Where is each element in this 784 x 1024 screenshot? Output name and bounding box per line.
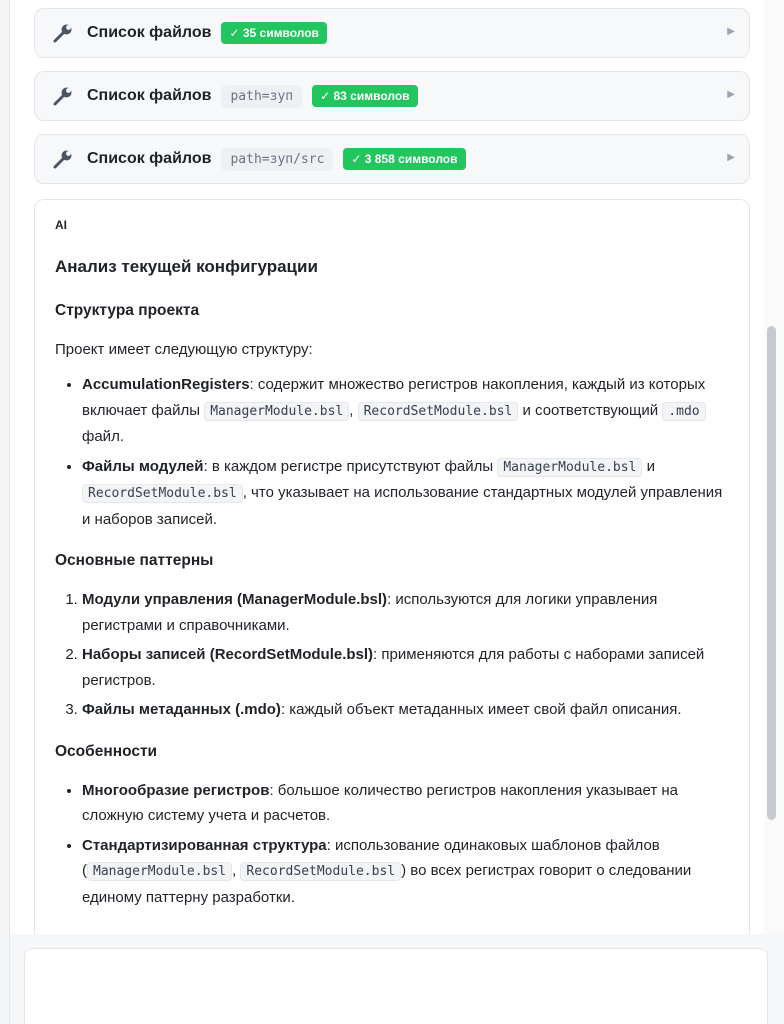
scrollbar-thumb[interactable] — [767, 326, 776, 820]
message-heading: Анализ текущей конфигурации — [55, 257, 318, 276]
tool-call-title: Список файлов — [87, 150, 212, 167]
result-badge: ✓ 35 символов — [221, 22, 326, 44]
patterns-list — [82, 587, 729, 723]
features-list — [82, 778, 729, 911]
section-title-features: Особенности — [55, 742, 158, 760]
expand-caret-icon[interactable]: ▶ — [727, 26, 735, 37]
list-item: • Файлы модулей: в каждом регистре присутствуют файлы ManagerModule.bsl и RecordSetModule.bsl , что указывает на использование стандартных модулей управления и наборов записей. — [82, 454, 729, 533]
list-item: • Многообразие регистров: большое количество регистров накопления указывает на сложную систему учета и расчетов. — [82, 778, 729, 829]
section-title-patterns: Основные паттерны — [55, 552, 214, 569]
tool-call-list-files-1[interactable] — [34, 8, 750, 58]
chat-scroll-area[interactable] — [10, 0, 774, 940]
wrench-icon — [51, 84, 75, 108]
message-role-label: AI — [55, 218, 67, 232]
expand-caret-icon[interactable]: ▶ — [727, 89, 735, 100]
list-item: 1. Модули управления (ManagerModule.bsl): используются для логики управления регистрами и справочниками. — [82, 587, 729, 638]
tool-call-argument: path=зуп — [221, 85, 302, 108]
list-item: 3. Файлы метаданных (.mdo): каждый объект метаданных имеет свой файл описания. — [82, 697, 729, 723]
result-badge: ✓ 83 символов — [312, 85, 417, 107]
inline-code: RecordSetModule.bsl — [358, 402, 519, 421]
inline-code: ManagerModule.bsl — [497, 458, 642, 477]
tool-call-list-files-3[interactable] — [34, 134, 750, 184]
tool-call-title: Список файлов — [87, 87, 212, 104]
list-item: • Стандартизированная структура: использование одинаковых шаблонов файлов ( ManagerModule.bsl , RecordSetModule.bsl ) во всех регистрах говорит о следовании единому паттерну разработки. — [82, 833, 729, 911]
inline-code: ManagerModule.bsl — [87, 862, 232, 881]
tool-call-title: Список файлов — [87, 24, 212, 41]
tool-call-argument: path=зуп/src — [221, 148, 333, 171]
inline-code: RecordSetModule.bsl — [240, 862, 401, 881]
wrench-icon — [51, 21, 75, 45]
message-input[interactable] — [24, 948, 768, 1024]
wrench-icon — [51, 147, 75, 171]
section-intro: Проект имеет следующую структуру: — [55, 341, 313, 358]
inline-code: .mdo — [662, 402, 705, 421]
inline-code: RecordSetModule.bsl — [82, 484, 243, 503]
list-item: 2. Наборы записей (RecordSetModule.bsl): применяются для работы с наборами записей регистров. — [82, 642, 729, 693]
left-panel-edge — [0, 0, 10, 1024]
inline-code: ManagerModule.bsl — [204, 402, 349, 421]
structure-list — [82, 372, 729, 532]
section-title-structure: Структура проекта — [55, 302, 200, 319]
ai-message-card — [34, 199, 750, 940]
list-item: • AccumulationRegisters: содержит множество регистров накопления, каждый из которых включает файлы ManagerModule.bsl , RecordSetModule.bsl и соответствующий .mdo файл. — [82, 372, 729, 450]
tool-call-list-files-2[interactable] — [34, 71, 750, 121]
result-badge: ✓ 3 858 символов — [343, 148, 465, 170]
expand-caret-icon[interactable]: ▶ — [727, 152, 735, 163]
